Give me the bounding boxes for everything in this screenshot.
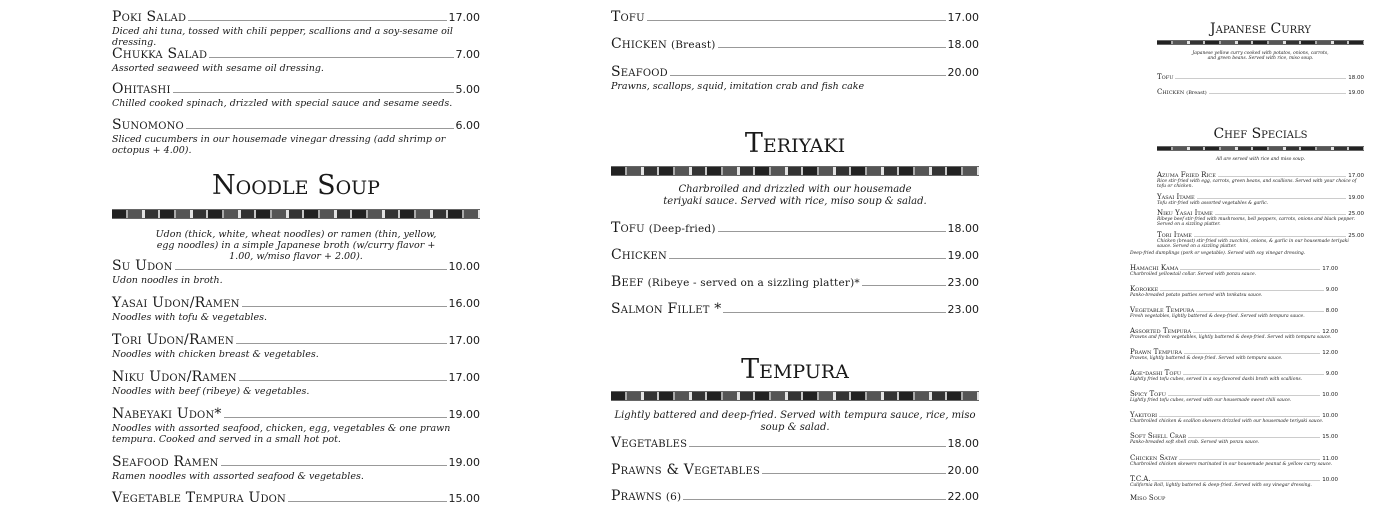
item-name: Tofu (Deep-fried) <box>611 220 716 236</box>
menu-item <box>1130 327 1338 340</box>
menu-item <box>112 406 480 445</box>
item-description: Noodles with beef (ribeye) & vegetables. <box>112 386 310 397</box>
menu-item <box>112 295 480 323</box>
item-name: Niku Udon/Ramen <box>112 369 237 385</box>
section-intro: Lightly battered and deep-fried. Served with tempura sauce, rice, miso soup & salad. <box>614 410 976 433</box>
item-name: Su Udon <box>112 258 173 274</box>
menu-item <box>112 454 480 482</box>
item-price: 9.00 <box>1325 287 1338 293</box>
leader-dots <box>1193 332 1320 333</box>
menu-item <box>1130 369 1338 382</box>
leader-dots <box>1179 459 1320 460</box>
item-name: Yasai Itame <box>1157 193 1195 201</box>
item-description: Prawns, scallops, squid, imitation crab and fish cake <box>611 81 865 92</box>
item-name: Nabeyaki Udon* <box>112 406 222 422</box>
item-name: Miso Soup <box>1130 494 1166 502</box>
item-price: 17.00 <box>1322 266 1338 272</box>
section-intro: Charbroiled and drizzled with our housemade teriyaki sauce. Served with rice, miso soup & salad. <box>663 184 927 207</box>
item-name: Hamachi Kama <box>1130 264 1179 272</box>
item-description: Rice stir-fried with egg, carrots, green beans, and scallions. Served with your choice of tofu or chicken. <box>1157 179 1357 189</box>
item-description: Noodles with chicken breast & vegetables. <box>112 349 319 360</box>
item-price: 18.00 <box>1348 75 1364 81</box>
leader-dots <box>1159 416 1320 417</box>
leader-dots <box>1175 78 1346 79</box>
item-description: Ramen noodles with assorted seafood & vegetables. <box>112 471 364 482</box>
item-description: Chilled cooked spinach, drizzled with special sauce and sesame seeds. <box>112 98 453 109</box>
section-title-noodle-soup: Noodle Soup <box>212 170 380 201</box>
leader-dots <box>1209 93 1346 94</box>
leader-dots <box>236 343 447 344</box>
menu-item <box>112 332 480 360</box>
menu-item <box>1130 285 1338 298</box>
item-name: Prawn Tempura <box>1130 348 1182 356</box>
menu-item <box>611 247 979 263</box>
item-price: 17.00 <box>448 334 480 347</box>
leader-dots <box>1184 353 1320 354</box>
item-description: Charbroiled yellowtail collar. Served with ponzu sauce. <box>1130 272 1257 277</box>
menu-item <box>112 9 480 48</box>
item-price: 15.00 <box>448 492 480 505</box>
menu-item <box>1157 171 1364 189</box>
item-description: Diced ahi tuna, tossed with chili pepper, scallions and a soy-sesame oil dressing. <box>112 26 453 48</box>
item-name: Seafood Ramen <box>112 454 219 470</box>
section-title-chef-specials: Chef Specials <box>1213 126 1308 142</box>
leader-dots <box>689 446 945 447</box>
leader-dots <box>209 57 453 58</box>
leader-dots <box>862 285 946 286</box>
item-price: 19.00 <box>947 249 979 262</box>
leader-dots <box>1168 395 1320 396</box>
item-name: Yasai Udon/Ramen <box>112 295 240 311</box>
item-name: Korokke <box>1130 285 1159 293</box>
item-name: Azuma Fried Rice <box>1157 171 1216 179</box>
item-description: Charbroiled chicken & scallion skewers drizzled with our housemade teriyaki sauce. <box>1130 419 1324 424</box>
leader-dots <box>762 473 946 474</box>
leader-dots <box>239 380 447 381</box>
leader-dots <box>1194 236 1346 237</box>
item-price: 25.00 <box>1348 211 1364 217</box>
menu-item <box>1130 306 1338 319</box>
leader-dots <box>718 47 946 48</box>
item-price: 17.00 <box>947 11 979 24</box>
section-title-teriyaki: Teriyaki <box>744 128 846 159</box>
section-title-tempura: Tempura <box>741 354 849 385</box>
section-intro: Udon (thick, white, wheat noodles) or ramen (thin, yellow, egg noodles) in a simple Japanese broth (w/curry flavor + 1.00, w/miso flavor + 2.00). <box>155 229 437 262</box>
item-price: 17.00 <box>1348 173 1364 179</box>
item-description: Panko-breaded soft shell crab. Served with ponzu sauce. <box>1130 440 1260 445</box>
leader-dots <box>186 128 454 129</box>
menu-item <box>1130 348 1338 361</box>
leader-dots <box>1152 480 1320 481</box>
leader-dots <box>718 231 946 232</box>
menu-item <box>112 117 480 156</box>
item-price: 23.00 <box>947 303 979 316</box>
item-price: 15.00 <box>1322 434 1338 440</box>
menu-item <box>112 490 480 506</box>
leader-dots <box>670 75 946 76</box>
item-price: 7.00 <box>455 48 480 61</box>
leader-dots <box>224 417 447 418</box>
item-name: Yakitori <box>1130 411 1158 419</box>
item-price: 19.00 <box>448 456 480 469</box>
item-price: 18.00 <box>947 222 979 235</box>
item-name: Chicken (Breast) <box>1157 88 1207 96</box>
item-description: California Roll, lightly battered & deep-fried. Served with soy vinegar dressing. <box>1130 483 1312 488</box>
decorative-band <box>112 209 480 219</box>
decorative-band <box>611 391 979 401</box>
item-description: Udon noodles in broth. <box>112 275 223 286</box>
leader-dots <box>1160 290 1323 291</box>
leader-dots <box>1215 214 1346 215</box>
item-name: Sunomono <box>112 117 184 133</box>
item-description: Noodles with tofu & vegetables. <box>112 312 267 323</box>
item-price: 9.00 <box>1325 371 1338 377</box>
decorative-band <box>611 166 979 176</box>
menu-item <box>611 462 979 478</box>
item-name: Seafood <box>611 64 668 80</box>
menu-item <box>112 81 480 109</box>
leader-dots <box>175 269 447 270</box>
item-price: 20.00 <box>947 66 979 79</box>
menu-item <box>611 301 979 317</box>
menu-item <box>1157 209 1364 227</box>
decorative-band <box>1157 146 1364 151</box>
menu-item <box>1130 494 1338 502</box>
leader-dots <box>1183 374 1324 375</box>
menu-item <box>1130 411 1338 424</box>
menu-item <box>1157 88 1364 96</box>
item-name: Vegetables <box>611 435 688 451</box>
item-description: Ribeye beef stir-fried with mushrooms, bell peppers, carrots, onions and black pepper. Served on a sizzling platter. <box>1157 217 1355 227</box>
item-price: 17.00 <box>448 371 480 384</box>
item-price: 11.00 <box>1322 456 1338 462</box>
leader-dots <box>1197 198 1347 199</box>
item-price: 10.00 <box>1322 392 1338 398</box>
menu-item <box>1157 73 1364 81</box>
item-name: Vegetable Tempura Udon <box>112 490 287 506</box>
menu-item <box>611 274 979 290</box>
menu-item <box>1130 432 1338 445</box>
item-description: Assorted seaweed with sesame oil dressing. <box>112 63 324 74</box>
item-name: Tori Udon/Ramen <box>112 332 234 348</box>
item-price: 10.00 <box>1322 477 1338 483</box>
item-description: Lightly fried tofu cubes, served with our housemade sweet chili sauce. <box>1130 398 1292 403</box>
leader-dots <box>1188 437 1320 438</box>
item-price: 20.00 <box>947 464 979 477</box>
item-price: 8.00 <box>1325 308 1338 314</box>
menu-item <box>1130 475 1338 488</box>
item-description: Prawns and fresh vegetables, lightly battered & deep-fried. Served with tempura sauce. <box>1130 335 1332 340</box>
item-name: Chicken (Breast) <box>611 36 716 52</box>
menu-item <box>1130 264 1338 277</box>
item-price: 12.00 <box>1322 350 1338 356</box>
menu-item <box>611 9 979 25</box>
menu-item <box>112 369 480 397</box>
menu-item <box>1130 390 1338 403</box>
item-price: 23.00 <box>947 276 979 289</box>
menu-item <box>1130 454 1338 467</box>
item-name: Prawns (6) <box>611 488 682 504</box>
item-description: Lightly fried tofu cubes, served in a soy-flavored dashi broth with scallions. <box>1130 377 1303 382</box>
item-price: 12.00 <box>1322 329 1338 335</box>
item-description: Charbroiled chicken skewers marinated in our housemade peanut & yellow curry sauce. <box>1130 462 1333 467</box>
menu-item <box>112 258 480 286</box>
menu-item <box>112 46 480 74</box>
leader-dots <box>221 465 447 466</box>
item-name: Tofu <box>611 9 645 25</box>
leader-dots <box>723 312 945 313</box>
item-name: Tofu <box>1157 73 1174 81</box>
item-price: 6.00 <box>455 119 480 132</box>
leader-dots <box>288 501 446 502</box>
leader-dots <box>1218 176 1346 177</box>
item-name: Tori Itame <box>1157 231 1192 239</box>
item-description: Panko-breaded potato patties served with tonkatsu sauce. <box>1130 293 1263 298</box>
section-intro: Deep-fried dumplings (pork or vegetable). Served with soy vinegar dressing. <box>1130 251 1306 256</box>
item-price: 19.00 <box>1348 195 1364 201</box>
item-name: Niku Yasai Itame <box>1157 209 1213 217</box>
item-description: Tofu stir-fried with assorted vegetables & garlic. <box>1157 201 1269 206</box>
menu-item <box>611 488 979 504</box>
item-name: Assorted Tempura <box>1130 327 1192 335</box>
menu-item <box>611 435 979 451</box>
leader-dots <box>173 92 454 93</box>
item-price: 10.00 <box>1322 413 1338 419</box>
leader-dots <box>188 20 446 21</box>
menu-item <box>1157 193 1364 206</box>
item-name: Chicken <box>611 247 667 263</box>
menu-item <box>1157 231 1364 249</box>
section-intro: All are served with rice and miso soup. <box>1215 157 1306 162</box>
item-name: Beef (Ribeye - served on a sizzling platter)* <box>611 274 860 290</box>
item-price: 19.00 <box>1348 90 1364 96</box>
section-title-japanese-curry: Japanese Curry <box>1209 21 1311 37</box>
item-price: 16.00 <box>448 297 480 310</box>
leader-dots <box>669 258 946 259</box>
item-description: Sliced cucumbers in our housemade vinegar dressing (add shrimp or octopus + 4.00). <box>112 134 446 156</box>
item-description: Noodles with assorted seafood, chicken, egg, vegetables & one prawn tempura. Cooked and served in a small hot pot. <box>112 423 451 445</box>
leader-dots <box>242 306 447 307</box>
item-name: Chicken Satay <box>1130 454 1178 462</box>
item-name: T.C.A. <box>1130 475 1151 483</box>
item-price: 10.00 <box>448 260 480 273</box>
menu-item <box>611 36 979 52</box>
item-name: Ohitashi <box>112 81 171 97</box>
item-description: Prawns, lightly battered & deep-fried. Served with tempura sauce. <box>1130 356 1283 361</box>
item-name: Salmon Fillet * <box>611 301 722 317</box>
menu-item <box>611 220 979 236</box>
item-name: Poki Salad <box>112 9 187 25</box>
item-name: Spicy Tofu <box>1130 390 1166 398</box>
item-price: 25.00 <box>1348 233 1364 239</box>
item-price: 18.00 <box>947 38 979 51</box>
item-name: Soft Shell Crab <box>1130 432 1187 440</box>
item-price: 17.00 <box>448 11 480 24</box>
item-name: Prawns & Vegetables <box>611 462 760 478</box>
item-description: Fresh vegetables, lightly battered & deep-fried. Served with tempura sauce. <box>1130 314 1305 319</box>
item-price: 19.00 <box>448 408 480 421</box>
leader-dots <box>647 20 946 21</box>
item-name: Age-dashi Tofu <box>1130 369 1182 377</box>
section-intro: Japanese yellow curry cooked with potatos, onions, carrots, and green beans. Served with rice, miso soup. <box>1192 51 1329 61</box>
item-description: Chicken (breast) stir-fried with zucchini, onions, & garlic in our housemade teriyaki sauce. Served on a sizzling platter. <box>1157 239 1349 249</box>
menu-item <box>611 64 979 92</box>
leader-dots <box>1196 311 1324 312</box>
item-price: 5.00 <box>455 83 480 96</box>
leader-dots <box>1180 269 1320 270</box>
item-name: Vegetable Tempura <box>1130 306 1195 314</box>
decorative-band <box>1157 40 1364 45</box>
item-price: 18.00 <box>947 437 979 450</box>
item-price: 22.00 <box>947 490 979 503</box>
item-name: Chukka Salad <box>112 46 208 62</box>
